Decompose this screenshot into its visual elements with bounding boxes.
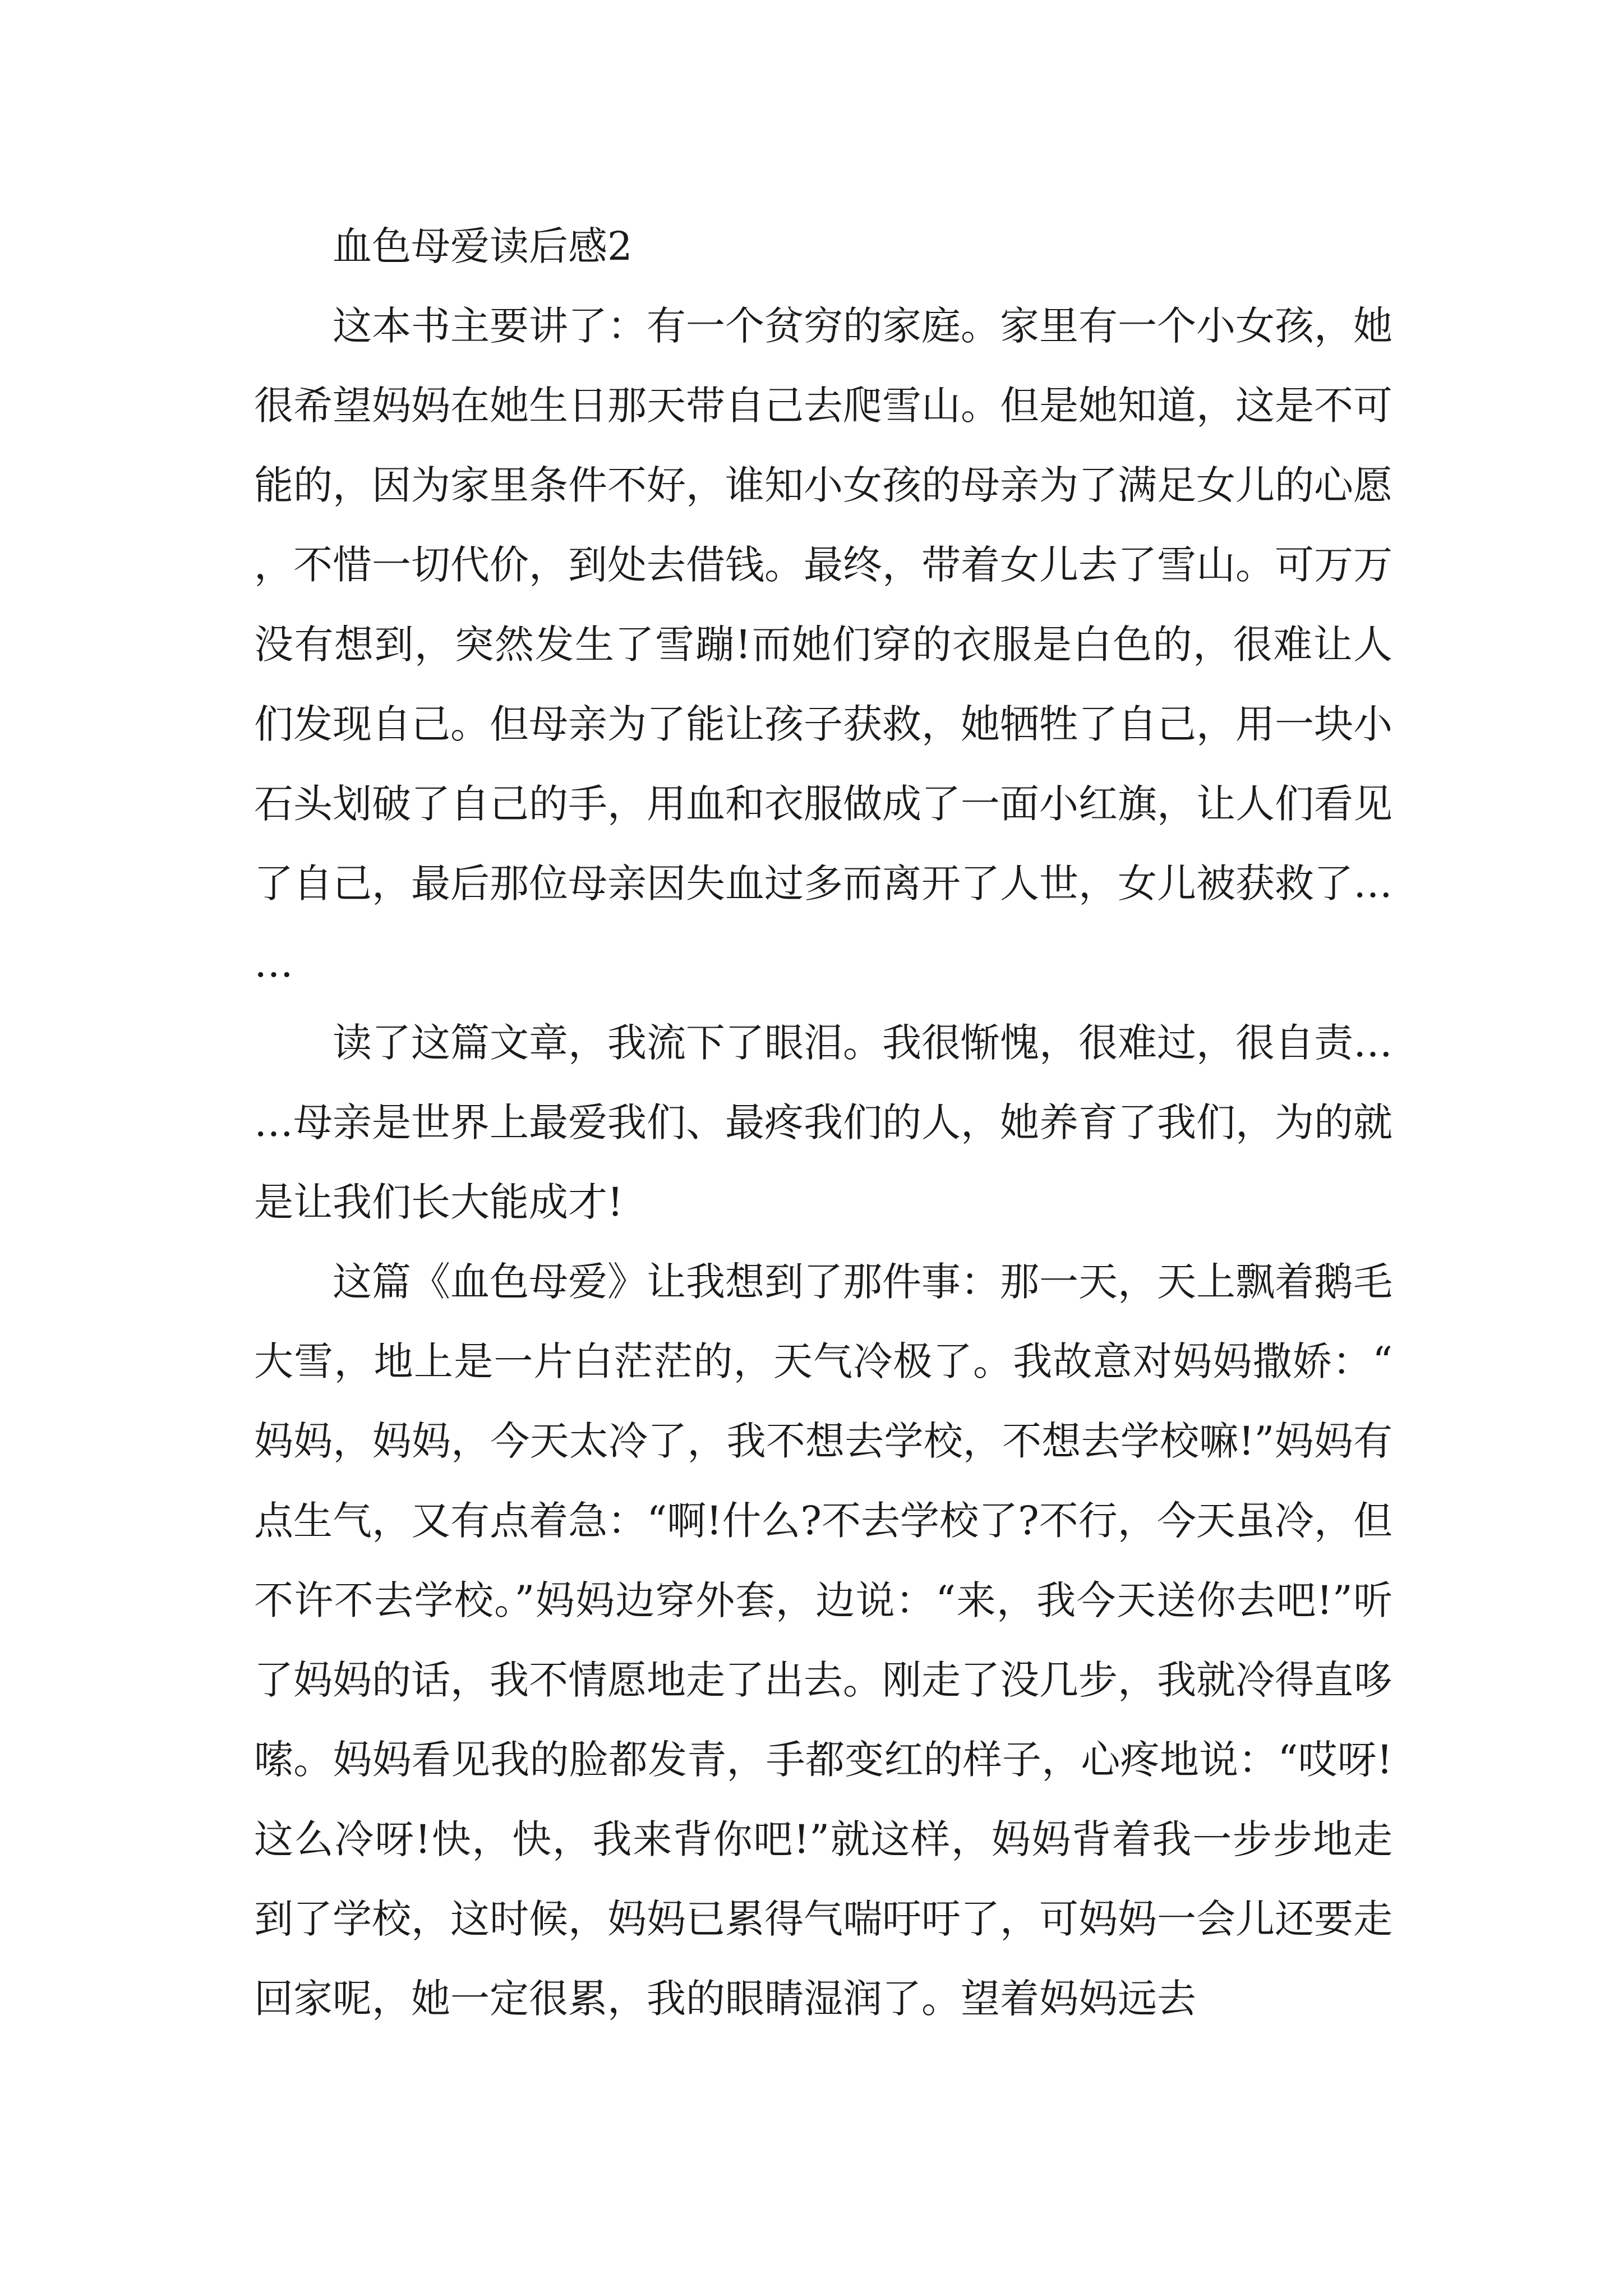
paragraph-3: 这篇《血色母爱》让我想到了那件事：那一天，天上飘着鹅毛大雪，地上是一片白茫茫的，天气冷极了。我故意对妈妈撒娇：“妈妈，妈妈，今天太冷了，我不想去学校，不想去学校嘛!”妈妈有点生气，又有点着急：“啊!什么?不去学校了?不行，今天虽冷，但不许不去学校。”妈妈边穿外套，边说：“来，我今天送你去吧!”听了妈妈的话，我不情愿地走了出去。刚走了没几步，我就冷得直哆嗦。妈妈看见我的脸都发青，手都变红的样子，心疼地说：“哎呀!这么冷呀!快，快，我来背你吧!”就这样，妈妈背着我一步步地走到了学校，这时候，妈妈已累得气喘吁吁了，可妈妈一会儿还要走回家呢，她一定很累，我的眼睛湿润了。望着妈妈远去 bbox=[254, 1259, 1393, 2022]
paragraph-2: 读了这篇文章，我流下了眼泪。我很惭愧，很难过，很自责……母亲是世界上最爱我们、最疼我们的人，她养育了我们，为的就是让我们长大能成才! bbox=[254, 1020, 1393, 1225]
paragraph-1: 这本书主要讲了：有一个贫穷的家庭。家里有一个小女孩，她很希望妈妈在她生日那天带自己去爬雪山。但是她知道，这是不可能的，因为家里条件不好，谁知小女孩的母亲为了满足女儿的心愿，不惜一切代价，到处去借钱。最终，带着女儿去了雪山。可万万没有想到，突然发生了雪蹦!而她们穿的衣服是白色的，很难让人们发现自己。但母亲为了能让孩子获救，她牺牲了自己，用一块小石头划破了自己的手，用血和衣服做成了一面小红旗，让人们看见了自己，最后那位母亲因失血过多而离开了人世，女儿被获救了…… bbox=[254, 303, 1393, 986]
document-title: 血色母爱读后感2 bbox=[333, 223, 633, 269]
document-body bbox=[254, 206, 1393, 2039]
